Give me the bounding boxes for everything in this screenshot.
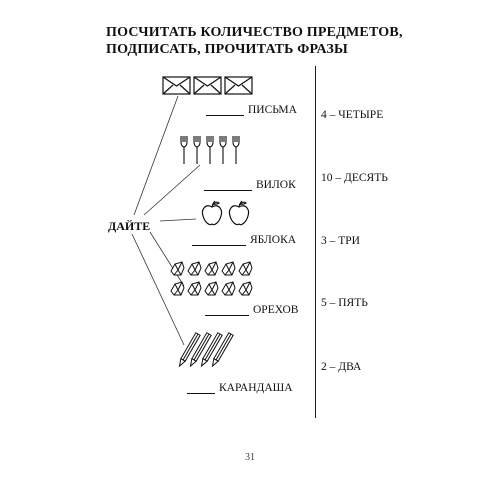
item-word: КАРАНДАША xyxy=(219,382,293,394)
item-label-pencils xyxy=(187,381,293,394)
nut-icon xyxy=(222,282,235,295)
fork-icon xyxy=(220,136,226,164)
connector-line-letters xyxy=(134,96,178,215)
item-label-apples xyxy=(192,233,296,246)
answer-blank[interactable] xyxy=(192,233,246,246)
answer-item: 5 – ПЯТЬ xyxy=(321,297,368,309)
answer-blank[interactable] xyxy=(204,178,252,191)
page-number: 31 xyxy=(245,452,255,463)
envelope-group xyxy=(163,77,252,94)
answer-blank[interactable] xyxy=(187,381,215,394)
answer-blank[interactable] xyxy=(205,303,249,316)
fork-group xyxy=(181,136,239,164)
item-word: ВИЛОК xyxy=(256,179,296,191)
nut-group xyxy=(171,262,252,295)
answer-blank[interactable] xyxy=(206,103,244,116)
connector-line-nuts xyxy=(150,232,184,286)
item-word: ПИСЬМА xyxy=(248,104,297,116)
nut-icon xyxy=(239,282,252,295)
item-word: ЯБЛОКА xyxy=(250,234,297,246)
item-label-forks xyxy=(204,178,296,191)
nut-icon xyxy=(188,262,201,275)
envelope-icon xyxy=(225,77,252,94)
nut-icon xyxy=(222,262,235,275)
nut-icon xyxy=(171,282,184,295)
answer-item: 2 – ДВА xyxy=(321,361,362,373)
column-divider xyxy=(315,66,316,418)
item-label-nuts xyxy=(205,303,298,316)
pencil-group xyxy=(177,333,233,368)
title-line-1: ПОСЧИТАТЬ КОЛИЧЕСТВО ПРЕДМЕТОВ, xyxy=(106,25,403,40)
connector-line-apples xyxy=(160,219,196,221)
fork-icon xyxy=(181,136,187,164)
title-line-2: ПОДПИСАТЬ, ПРОЧИТАТЬ ФРАЗЫ xyxy=(106,42,348,57)
envelope-icon xyxy=(194,77,221,94)
nut-icon xyxy=(205,262,218,275)
fork-icon xyxy=(233,136,239,164)
fork-icon xyxy=(207,136,213,164)
answer-item: 10 – ДЕСЯТЬ xyxy=(321,172,388,184)
item-label-letters xyxy=(206,103,297,116)
answer-item: 4 – ЧЕТЫРЕ xyxy=(321,109,384,121)
nut-icon xyxy=(188,282,201,295)
apple-group xyxy=(202,201,248,225)
item-word: ОРЕХОВ xyxy=(253,304,299,316)
envelope-icon xyxy=(163,77,190,94)
connector-line-forks xyxy=(144,165,200,215)
fork-icon xyxy=(194,136,200,164)
hub-word: ДАЙТЕ xyxy=(108,219,151,233)
nut-icon xyxy=(205,282,218,295)
nut-icon xyxy=(171,262,184,275)
apple-icon xyxy=(202,201,221,225)
apple-icon xyxy=(229,201,248,225)
nut-icon xyxy=(239,262,252,275)
answer-item: 3 – ТРИ xyxy=(321,235,360,247)
